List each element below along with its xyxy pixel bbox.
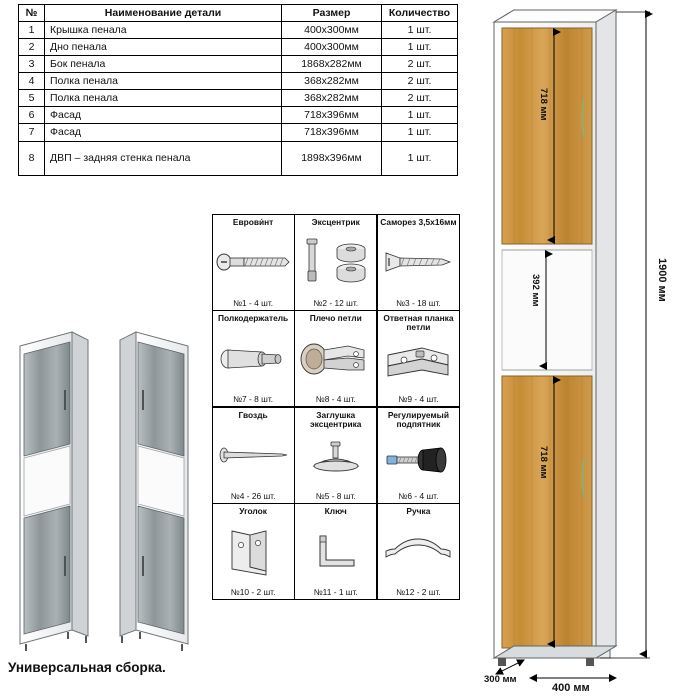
cell-qty: 2 шт. (382, 90, 458, 107)
corner-bracket-icon (215, 516, 292, 587)
hardware-qty: №3 - 18 шт. (396, 297, 441, 308)
table-row (19, 22, 458, 39)
cell-name: Крышка пенала (45, 22, 282, 39)
cabinet-bottom-door (502, 376, 592, 648)
hardware-title: Уголок (239, 506, 267, 516)
hardware-title: Ответная планка петли (383, 313, 454, 333)
cell-name: ДВП – задняя стенка пенала (45, 141, 282, 175)
cell-name: Бок пенала (45, 56, 282, 73)
cell-name: Фасад (45, 124, 282, 141)
hardware-title: Саморез 3,5х16мм (380, 216, 457, 227)
page-caption: Универсальная сборка. (8, 660, 166, 675)
table-row (19, 56, 458, 73)
hardware-cell-nail (212, 407, 295, 504)
hardware-title: Плечо петли (309, 313, 362, 323)
column-header-name: Наименование детали (45, 5, 282, 22)
cell-number: 8 (19, 141, 45, 175)
dimension-label-total-height: 1900 мм (656, 258, 668, 302)
hardware-title: Ключ (324, 506, 347, 516)
cell-size: 400х300мм (282, 39, 382, 56)
hardware-cell-cam-lock (294, 214, 377, 311)
hardware-qty: №7 - 8 шт. (233, 394, 274, 404)
hardware-qty: №12 - 2 шт. (396, 587, 441, 597)
cell-name: Полка пенала (45, 90, 282, 107)
cell-name: Дно пенала (45, 39, 282, 56)
hardware-cell-cam-cap (294, 407, 377, 504)
dimension-label-middle: 392 мм (530, 274, 541, 307)
nail-icon (215, 420, 292, 491)
cell-size: 1868х282мм (282, 56, 382, 73)
column-header-size: Размер (282, 5, 382, 22)
cell-number: 7 (19, 124, 45, 141)
hardware-title: Гвоздь (238, 409, 268, 420)
hardware-cell-self-tapping-screw (377, 214, 460, 311)
cell-size: 368х282мм (282, 90, 382, 107)
table-row (19, 124, 458, 141)
hardware-cell-hex-key (294, 503, 377, 600)
cabinet-open-shelf (502, 250, 592, 370)
hardware-cell-corner-bracket (212, 503, 295, 600)
self-tapping-screw-icon (380, 227, 457, 298)
table-row (19, 90, 458, 107)
cell-number: 6 (19, 107, 45, 124)
hardware-qty: №1 - 4 шт. (233, 297, 274, 308)
cell-qty: 1 шт. (382, 107, 458, 124)
hardware-qty: №6 - 4 шт. (398, 490, 439, 501)
dimension-label-top-door: 718 мм (538, 88, 549, 121)
hardware-qty: №11 - 1 шт. (313, 587, 358, 597)
cell-name: Фасад (45, 107, 282, 124)
hardware-qty: №4 - 26 шт. (230, 490, 276, 501)
hardware-cell-handle (377, 503, 460, 600)
hardware-title: Регулируемый подпятник (387, 409, 449, 429)
cell-qty: 2 шт. (382, 56, 458, 73)
euro-screw-icon (215, 227, 292, 298)
hardware-title: Заглушка эксцентрика (310, 409, 362, 429)
hardware-cell-adjustable-foot (377, 407, 460, 504)
dimension-label-depth: 300 мм (484, 674, 517, 685)
hardware-title: Полкодержатель (217, 313, 289, 323)
cell-qty: 1 шт. (382, 141, 458, 175)
shelf-support-icon (215, 323, 292, 394)
table-row (19, 39, 458, 56)
cabinet-dimension-drawing (480, 6, 692, 694)
dimension-label-bottom-door: 718 мм (538, 446, 549, 479)
hardware-qty: №8 - 4 шт. (315, 394, 356, 404)
cabinet-top-door (502, 28, 592, 244)
handle-icon (380, 516, 457, 587)
hinge-plate-icon (380, 333, 457, 394)
cam-lock-icon (297, 227, 374, 298)
cell-size: 718х396мм (282, 124, 382, 141)
cell-number: 5 (19, 90, 45, 107)
cell-qty: 1 шт. (382, 124, 458, 141)
hinge-arm-icon (297, 323, 374, 394)
hardware-qty: №2 - 12 шт. (313, 297, 359, 308)
hardware-title: Еврови́нт (232, 216, 274, 227)
cell-number: 3 (19, 56, 45, 73)
hardware-cell-hinge-plate (377, 310, 460, 407)
dimension-label-width: 400 мм (552, 682, 590, 694)
hex-key-icon (297, 516, 374, 587)
cell-size: 368х282мм (282, 73, 382, 90)
hardware-qty: №10 - 2 шт. (230, 587, 276, 597)
cell-size: 400х300мм (282, 22, 382, 39)
cell-size: 718х396мм (282, 107, 382, 124)
hardware-title: Эксцентрик (311, 216, 360, 227)
column-header-number: № (19, 5, 45, 22)
assembly-illustration (10, 318, 200, 658)
table-header-row (19, 5, 458, 22)
cell-size: 1898х396мм (282, 141, 382, 175)
cell-qty: 1 шт. (382, 39, 458, 56)
table-row (19, 73, 458, 90)
hardware-qty: №9 - 4 шт. (398, 394, 439, 404)
hardware-grid (212, 214, 460, 600)
cell-number: 2 (19, 39, 45, 56)
hardware-cell-hinge-arm (294, 310, 377, 407)
cam-cap-icon (297, 429, 374, 490)
cabinet-right-view (120, 332, 188, 651)
parts-table (18, 4, 458, 176)
cell-number: 4 (19, 73, 45, 90)
column-header-qty: Количество (382, 5, 458, 22)
table-row (19, 141, 458, 175)
cell-name: Полка пенала (45, 73, 282, 90)
cabinet-left-view (20, 332, 88, 651)
hardware-qty: №5 - 8 шт. (315, 490, 356, 501)
cell-qty: 1 шт. (382, 22, 458, 39)
cell-number: 1 (19, 22, 45, 39)
hardware-cell-euro-screw (212, 214, 295, 311)
cell-qty: 2 шт. (382, 73, 458, 90)
table-row (19, 107, 458, 124)
hardware-cell-shelf-support (212, 310, 295, 407)
adjustable-foot-icon (380, 429, 457, 490)
hardware-title: Ручка (406, 506, 431, 516)
